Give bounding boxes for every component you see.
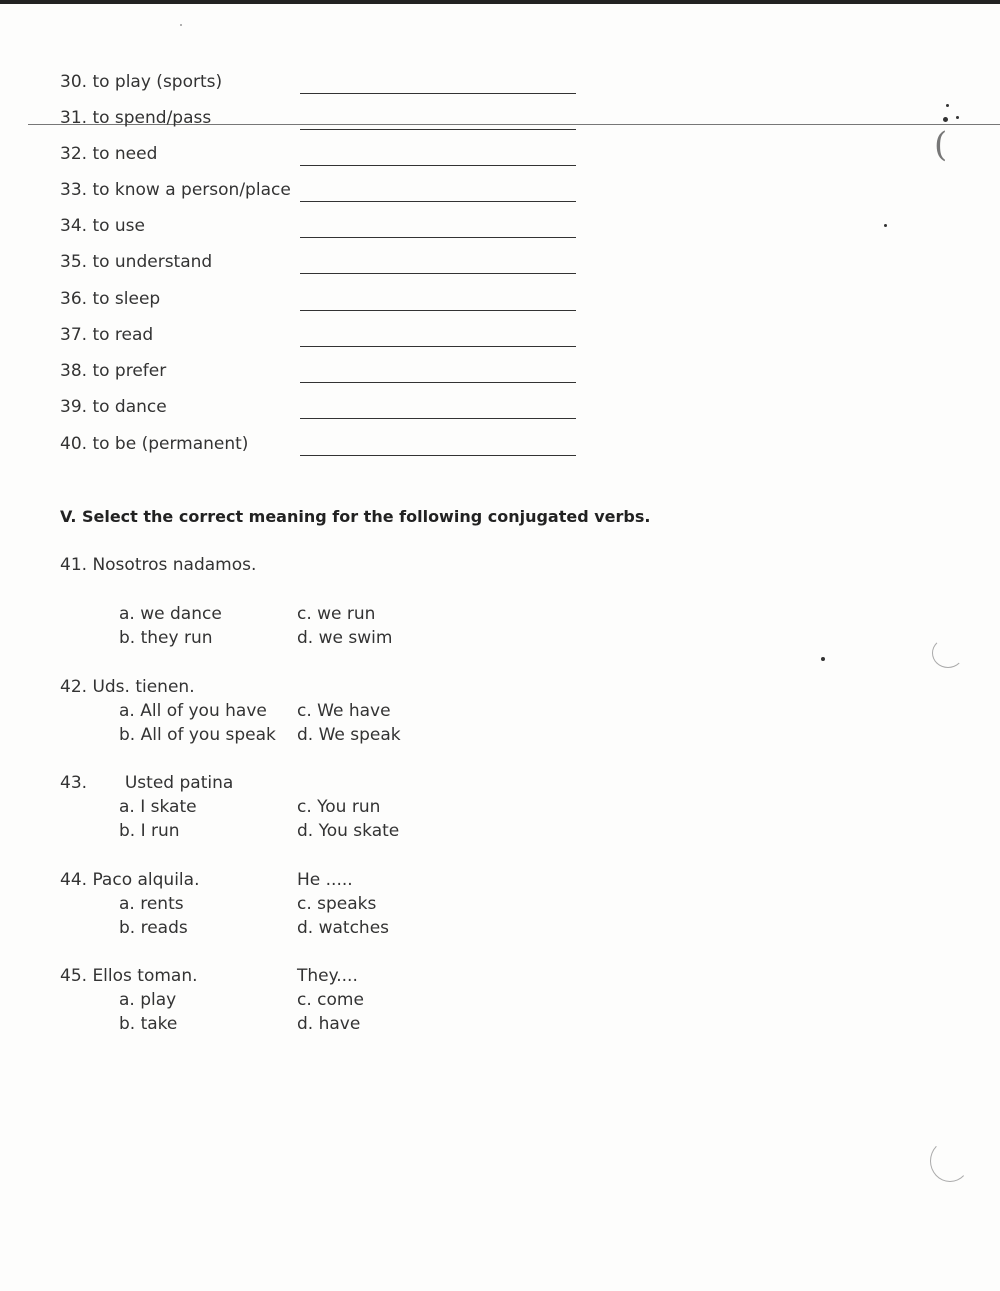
- question-stem: 41. Nosotros nadamos.: [60, 555, 257, 575]
- scan-dot: [884, 224, 887, 227]
- answer-line[interactable]: [300, 310, 576, 311]
- answer-line[interactable]: [300, 237, 576, 238]
- scan-dot: [180, 24, 182, 26]
- option-a[interactable]: a. I skate: [119, 797, 197, 817]
- answer-line[interactable]: [300, 418, 576, 419]
- vocab-item-31: [60, 107, 580, 137]
- question-hint: He .....: [297, 870, 353, 890]
- section-heading: V. Select the correct meaning for the following conjugated verbs.: [60, 507, 651, 526]
- option-d[interactable]: d. We speak: [297, 725, 401, 745]
- hole-punch-mark: [932, 638, 964, 668]
- option-a[interactable]: a. All of you have: [119, 701, 267, 721]
- vocab-item-35: [60, 251, 580, 281]
- vocab-label: 33. to know a person/place: [60, 180, 291, 200]
- scan-dot: [943, 117, 948, 122]
- vocab-label: 40. to be (permanent): [60, 434, 249, 454]
- vocab-label: 34. to use: [60, 216, 145, 236]
- option-d[interactable]: d. You skate: [297, 821, 400, 841]
- vocab-item-40: [60, 433, 580, 463]
- answer-line[interactable]: [300, 165, 576, 166]
- vocab-label: 31. to spend/pass: [60, 108, 212, 128]
- option-b[interactable]: b. All of you speak: [119, 725, 276, 745]
- vocab-label: 30. to play (sports): [60, 72, 223, 92]
- vocab-item-33: [60, 179, 580, 209]
- vocab-item-30: [60, 71, 580, 101]
- vocab-item-36: [60, 288, 580, 318]
- answer-line[interactable]: [300, 455, 576, 456]
- vocab-item-39: [60, 396, 580, 426]
- option-b[interactable]: b. they run: [119, 628, 213, 648]
- answer-line[interactable]: [300, 382, 576, 383]
- option-a[interactable]: a. we dance: [119, 604, 222, 624]
- vocab-item-34: [60, 215, 580, 245]
- option-b[interactable]: b. take: [119, 1014, 178, 1034]
- vocab-label: 36. to sleep: [60, 289, 161, 309]
- option-c[interactable]: c. We have: [297, 701, 391, 721]
- vocab-label: 35. to understand: [60, 252, 213, 272]
- option-d[interactable]: d. we swim: [297, 628, 393, 648]
- option-a[interactable]: a. rents: [119, 894, 184, 914]
- scan-dot: [956, 116, 959, 119]
- vocab-item-38: [60, 360, 580, 390]
- option-d[interactable]: d. have: [297, 1014, 361, 1034]
- question-stem: 42. Uds. tienen.: [60, 677, 195, 697]
- answer-line[interactable]: [300, 93, 576, 94]
- option-c[interactable]: c. come: [297, 990, 364, 1010]
- vocab-label: 37. to read: [60, 325, 154, 345]
- vocab-label: 32. to need: [60, 144, 158, 164]
- answer-line[interactable]: [300, 201, 576, 202]
- scan-dot: [821, 657, 825, 661]
- option-a[interactable]: a. play: [119, 990, 177, 1010]
- option-c[interactable]: c. You run: [297, 797, 381, 817]
- option-b[interactable]: b. I run: [119, 821, 180, 841]
- question-stem: 44. Paco alquila.: [60, 870, 200, 890]
- hole-punch-mark: [930, 1140, 970, 1182]
- vocab-label: 39. to dance: [60, 397, 167, 417]
- option-d[interactable]: d. watches: [297, 918, 390, 938]
- vocab-item-37: [60, 324, 580, 354]
- answer-line[interactable]: [300, 129, 576, 130]
- vocab-label: 38. to prefer: [60, 361, 167, 381]
- option-c[interactable]: c. speaks: [297, 894, 377, 914]
- page-top-border: [0, 0, 1000, 4]
- question-hint: They....: [297, 966, 358, 986]
- option-b[interactable]: b. reads: [119, 918, 188, 938]
- question-stem: 45. Ellos toman.: [60, 966, 198, 986]
- question-stem: 43. Usted patina: [60, 773, 234, 793]
- vocab-item-32: [60, 143, 580, 173]
- answer-line[interactable]: [300, 346, 576, 347]
- answer-line[interactable]: [300, 273, 576, 274]
- hole-punch-mark: (: [934, 125, 948, 165]
- option-c[interactable]: c. we run: [297, 604, 376, 624]
- scan-dot: [946, 104, 949, 107]
